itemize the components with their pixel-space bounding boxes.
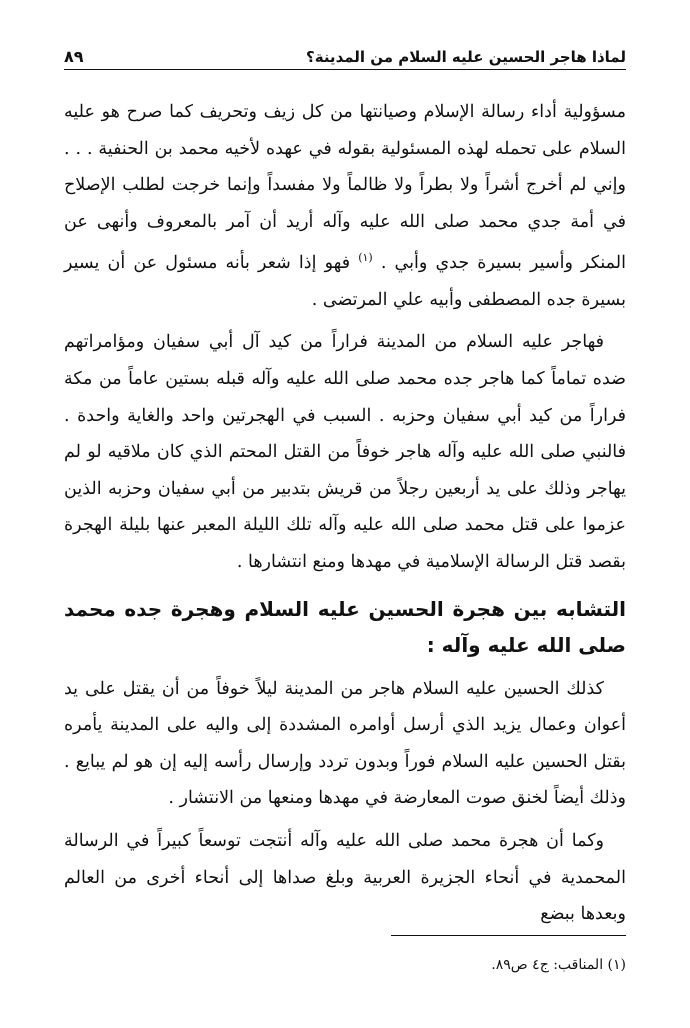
- running-title: لماذا هاجر الحسين عليه السلام من المدينة؟: [306, 48, 626, 66]
- paragraph-4: وكما أن هجرة محمد صلى الله عليه وآله أنتجت توسعاً كبيراً في الرسالة المحمدية في أنحاء الجزيرة العربية وبلغ صداها إلى أنحاء أخرى من العالم وبعدها ببضع: [64, 830, 626, 925]
- paragraph-2: فهاجر عليه السلام من المدينة فراراً من كيد آل أبي سفيان ومؤامراتهم ضده تماماً كما هاجر جده محمد صلى الله عليه وآله قبله بستين عاماً من مكة فراراً من كيد أبي سفيان وحزبه . السبب في الهجرتين واحد والغاية واحدة . فالنبي صلى الله عليه وآله هاجر خوفاً من القتل المحتم الذي كان ملاقيه لو لم يهاجر وذلك على يد أربعين رجلاً من قريش بتدبير من أبي سفيان وحزبه الذين عزموا على قتل محمد صلى الله عليه وآله تلك الليلة المعبر عنها بليلة الهجرة بقصد قتل الرسالة الإسلامية في مهدها ومنع انتشارها .: [64, 332, 626, 572]
- paragraph-1-tail: فهو إذا شعر بأنه مسئول عن أن يسير بسيرة جده المصطفى وأبيه علي المرتضى .: [64, 253, 626, 310]
- body-text: [64, 94, 626, 933]
- page-number: ٨٩: [64, 47, 84, 66]
- footnote: (١) المناقب: ج٤ ص٨٩.: [491, 957, 626, 973]
- footnote-divider: [391, 935, 626, 936]
- paragraph-3: كذلك الحسين عليه السلام هاجر من المدينة ليلاً خوفاً من أن يقتل على يد أعوان وعمال يزيد الذي أرسل أوامره المشددة إلى واليه على المدينة يأمره بقتل الحسين عليه السلام فوراً وبدون تردد وإرسال رأسه إليه إن هو لم يبايع . وذلك أيضاً لخنق صوت المعارضة في مهدها ومنعها من الانتشار .: [64, 678, 626, 809]
- running-header: [64, 36, 626, 70]
- section-heading: التشابه بين هجرة الحسين عليه السلام وهجرة جده محمد صلى الله عليه وآله :: [64, 596, 626, 657]
- paragraph-1-text: مسؤولية أداء رسالة الإسلام وصيانتها من كل زيف وتحريف كما صرح هو عليه السلام على تحمله لهذه المسئولية بقوله في عهده لأخيه محمد بن الحنفية . . . وإني لم أخرج أشراً ولا بطراً ولا ظالماً ولا مفسداً وإنما خرجت لطلب الإصلاح في أمة جدي محمد صلى الله عليه وآله أريد أن آمر بالمعروف وأنهى عن المنكر وأسير بسيرة جدي وأبي .: [64, 102, 626, 274]
- footnote-reference[interactable]: (١): [358, 251, 373, 265]
- paragraph-1: [64, 94, 626, 318]
